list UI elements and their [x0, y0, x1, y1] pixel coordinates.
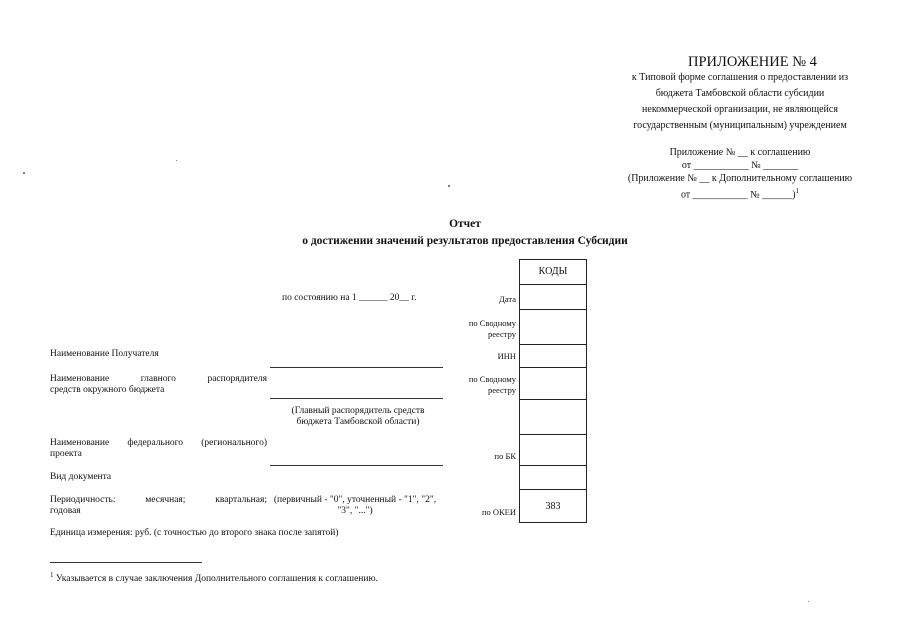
code-label-okei: по ОКЕИ: [481, 507, 516, 517]
recipient-input-line[interactable]: [270, 367, 443, 368]
scan-speck: [176, 160, 177, 161]
okei-code-value: 383: [545, 501, 561, 512]
appendix-desc-line: некоммерческой организации, не являющейся: [642, 104, 838, 115]
footnote-separator: [50, 562, 202, 563]
code-label-registry: по Сводному реестру: [468, 318, 516, 339]
footnote-marker: 1: [795, 187, 800, 195]
agreement-ref-line: [590, 185, 890, 201]
scan-speck: [448, 185, 450, 187]
code-cell-bk[interactable]: [519, 435, 587, 466]
chief-manager-note: (Главный распорядитель средств бюджета Тамбовской области): [291, 406, 425, 427]
code-label-bk: по БК: [494, 451, 516, 461]
agreement-ref-line: Приложение № __ к соглашению: [669, 147, 811, 158]
code-cell-inn[interactable]: [519, 345, 587, 368]
agreement-ref-text: от ___________ № ______): [680, 189, 796, 201]
codes-header-label: КОДЫ: [538, 266, 568, 277]
chief-manager-label: Наименование главного распорядителя: [50, 374, 267, 384]
agreement-reference: [590, 146, 890, 201]
periodicity-label: Периодичность: месячная; квартальная;: [50, 495, 267, 505]
report-title: Отчет: [449, 218, 481, 230]
code-cell-registry-2[interactable]: [519, 368, 587, 400]
codes-header: [519, 259, 587, 285]
scan-speck: [808, 601, 809, 602]
chief-manager-label-2: средств окружного бюджета: [50, 385, 165, 395]
appendix-description: [600, 70, 880, 134]
recipient-label: Наименование Получателя: [50, 349, 159, 359]
project-label: Наименование федерального (регионального): [50, 438, 267, 448]
code-cell-registry[interactable]: [519, 310, 587, 345]
code-cell-okei[interactable]: [519, 490, 587, 523]
footnote-mark: 1: [50, 571, 54, 579]
code-cell-doc-type[interactable]: [519, 466, 587, 490]
report-title-block: [200, 216, 730, 250]
agreement-ref-line: (Приложение № __ к Дополнительному соглашению: [627, 173, 853, 184]
doc-type-label: Вид документа: [50, 472, 112, 482]
code-label-registry-2: по Сводному реестру: [468, 374, 516, 395]
footnote: [50, 570, 378, 585]
scan-speck: [23, 172, 25, 174]
code-label-date: Дата: [499, 294, 516, 304]
report-subtitle: о достижении значений результатов предоставления Субсидии: [302, 235, 628, 247]
code-cell-date[interactable]: [519, 285, 587, 310]
periodicity-note: (первичный - "0", уточненный - "1", "2", "3", "..."): [273, 495, 437, 516]
code-label-inn: ИНН: [497, 351, 516, 361]
agreement-ref-line: от ___________ № _______: [681, 160, 799, 171]
appendix-desc-line: к Типовой форме соглашения о предоставлении из: [631, 72, 849, 83]
chief-manager-input-line[interactable]: [270, 398, 443, 399]
appendix-title: ПРИЛОЖЕНИЕ № 4: [688, 54, 817, 70]
as-of-date[interactable]: по состоянию на 1 ______ 20__ г.: [282, 293, 417, 303]
appendix-desc-line: государственным (муниципальным) учреждением: [633, 120, 847, 131]
project-label-2: проекта: [50, 449, 82, 459]
footnote-text: Указывается в случае заключения Дополнительного соглашения к соглашению.: [55, 574, 378, 585]
project-input-line[interactable]: [270, 465, 443, 466]
periodicity-label-2: годовая: [50, 506, 81, 516]
appendix-desc-line: бюджета Тамбовской области субсидии: [655, 88, 825, 99]
code-cell-manager[interactable]: [519, 400, 587, 435]
unit-label: Единица измерения: руб. (с точностью до второго знака после запятой): [50, 528, 339, 538]
